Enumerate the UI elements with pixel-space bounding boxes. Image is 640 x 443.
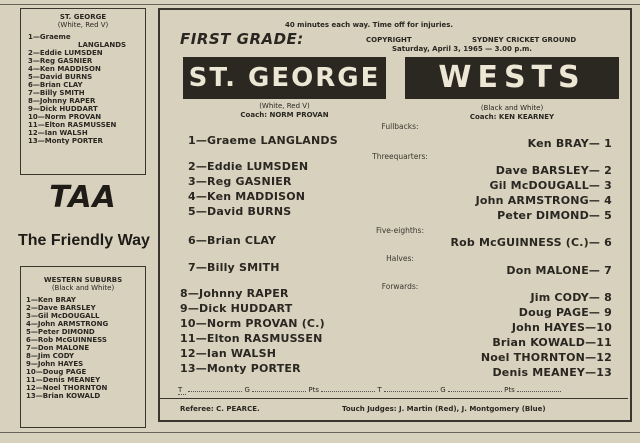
list-item: 9—Dick HUDDART <box>28 105 98 113</box>
score-label-goals-home: G <box>244 386 250 394</box>
list-item: 6—Rob McGUINNESS <box>26 336 107 344</box>
list-item: 5—Peter DIMOND <box>26 328 95 336</box>
copyright: COPYRIGHT <box>366 36 412 44</box>
home-player: 5—David BURNS <box>188 205 292 218</box>
footer-rule <box>160 398 628 399</box>
away-player: John HAYES—10 <box>511 321 612 334</box>
home-player: 3—Reg GASNIER <box>188 175 292 188</box>
away-player: Peter DIMOND— 5 <box>497 209 612 222</box>
list-item: 1—Graeme <box>28 33 71 41</box>
position-fullbacks: Fullbacks: <box>381 122 419 131</box>
away-player: Brian KOWALD—11 <box>492 336 612 349</box>
score-blank <box>188 391 242 392</box>
score-blank <box>252 391 306 392</box>
list-item: 7—Billy SMITH <box>28 89 85 97</box>
list-item: LANGLANDS <box>78 41 127 49</box>
home-player: 12—Ian WALSH <box>180 347 277 360</box>
referee: Referee: C. PEARCE. <box>180 405 260 413</box>
list-item: 4—John ARMSTRONG <box>26 320 109 328</box>
home-team-banner: ST. GEORGE <box>183 57 386 99</box>
ad-taa-slogan: The Friendly Way <box>18 232 150 249</box>
sidebar-away-list <box>26 296 142 400</box>
list-item: 11—Denis MEANEY <box>26 376 101 384</box>
away-player: Don MALONE— 7 <box>506 264 612 277</box>
list-item: 8—Jim CODY <box>26 352 75 360</box>
away-player: Dave BARSLEY— 2 <box>495 164 612 177</box>
home-player: 4—Ken MADDISON <box>188 190 306 203</box>
position-threequarters: Threequarters: <box>372 152 428 161</box>
touch-judges: Touch Judges: J. Martin (Red), J. Montgomery (Blue) <box>342 405 546 413</box>
sidebar-away-team: WESTERN SUBURBS <box>43 276 123 284</box>
score-label-points-home: Pts <box>308 386 319 394</box>
list-item: 2—Dave BARSLEY <box>26 304 96 312</box>
list-item: 5—David BURNS <box>28 73 93 81</box>
score-line <box>178 386 618 395</box>
top-strip-rule <box>0 4 640 5</box>
list-item: 13—Brian KOWALD <box>26 392 101 400</box>
position-forwards: Forwards: <box>381 282 419 291</box>
away-coach: Coach: KEN KEARNEY <box>469 113 555 121</box>
list-item: 9—John HAYES <box>26 360 84 368</box>
ad-taa-logo: TAA <box>49 180 117 215</box>
list-item: 6—Brian CLAY <box>28 81 83 89</box>
away-player: Rob McGUINNESS (C.)— 6 <box>450 236 612 249</box>
list-item: 10—Doug PAGE <box>26 368 87 376</box>
list-item: 2—Eddie LUMSDEN <box>28 49 103 57</box>
home-player: 8—Johnny RAPER <box>180 287 289 300</box>
away-player: Gil McDOUGALL— 3 <box>489 179 612 192</box>
list-item: 11—Elton RASMUSSEN <box>28 121 117 129</box>
date-time: Saturday, April 3, 1965 — 3.00 p.m. <box>392 45 532 53</box>
score-label-goals-away: G <box>440 386 446 394</box>
list-item: 3—Gil McDOUGALL <box>26 312 100 320</box>
home-coach: Coach: NORM PROVAN <box>240 111 329 119</box>
home-player: 1—Graeme LANGLANDS <box>188 134 338 147</box>
list-item: 13—Monty PORTER <box>28 137 103 145</box>
list-item: 3—Reg GASNIER <box>28 57 93 65</box>
grade-title: FIRST GRADE: <box>180 30 304 48</box>
home-player: 2—Eddie LUMSDEN <box>188 160 309 173</box>
score-label-tries-away: T <box>377 386 382 394</box>
away-player: Denis MEANEY—13 <box>492 366 612 379</box>
position-five-eighths: Five-eighths: <box>376 226 424 235</box>
venue: SYDNEY CRICKET GROUND <box>472 36 577 44</box>
score-blank <box>448 391 502 392</box>
away-team-banner: WESTS <box>405 57 619 99</box>
score-label-points-away: Pts <box>504 386 515 394</box>
list-item: 1—Ken BRAY <box>26 296 76 304</box>
home-colours: (White, Red V) <box>259 102 310 110</box>
sidebar-home-list <box>28 33 140 145</box>
home-player: 13—Monty PORTER <box>180 362 301 375</box>
away-colours: (Black and White) <box>480 104 544 112</box>
duration-note: 40 minutes each way. Time off for injuries. <box>285 21 454 29</box>
away-player: Doug PAGE— 9 <box>518 306 612 319</box>
sidebar-home-team: ST. GEORGE <box>59 13 107 21</box>
away-player: John ARMSTRONG— 4 <box>475 194 612 207</box>
home-player: 11—Elton RASMUSSEN <box>180 332 323 345</box>
sidebar-away-colours: (Black and White) <box>51 284 115 292</box>
away-player: Ken BRAY— 1 <box>527 137 612 150</box>
score-blank <box>321 391 375 392</box>
home-player: 10—Norm PROVAN (C.) <box>180 317 325 330</box>
list-item: 4—Ken MADDISON <box>28 65 101 73</box>
list-item: 7—Don MALONE <box>26 344 90 352</box>
score-blank <box>384 391 438 392</box>
home-player: 6—Brian CLAY <box>188 234 277 247</box>
list-item: 8—Johnny RAPER <box>28 97 96 105</box>
score-blank <box>517 391 561 392</box>
sidebar-home-colours: (White, Red V) <box>57 21 109 29</box>
away-player: Noel THORNTON—12 <box>480 351 612 364</box>
list-item: 10—Norm PROVAN <box>28 113 102 121</box>
list-item: 12—Ian WALSH <box>28 129 88 137</box>
position-halves: Halves: <box>386 254 414 263</box>
list-item: 12—Noel THORNTON <box>26 384 108 392</box>
away-player: Jim CODY— 8 <box>530 291 612 304</box>
home-player: 7—Billy SMITH <box>188 261 280 274</box>
home-player: 9—Dick HUDDART <box>180 302 293 315</box>
page-bottom-rule <box>0 432 640 433</box>
score-label-tries-home: T <box>178 386 186 395</box>
